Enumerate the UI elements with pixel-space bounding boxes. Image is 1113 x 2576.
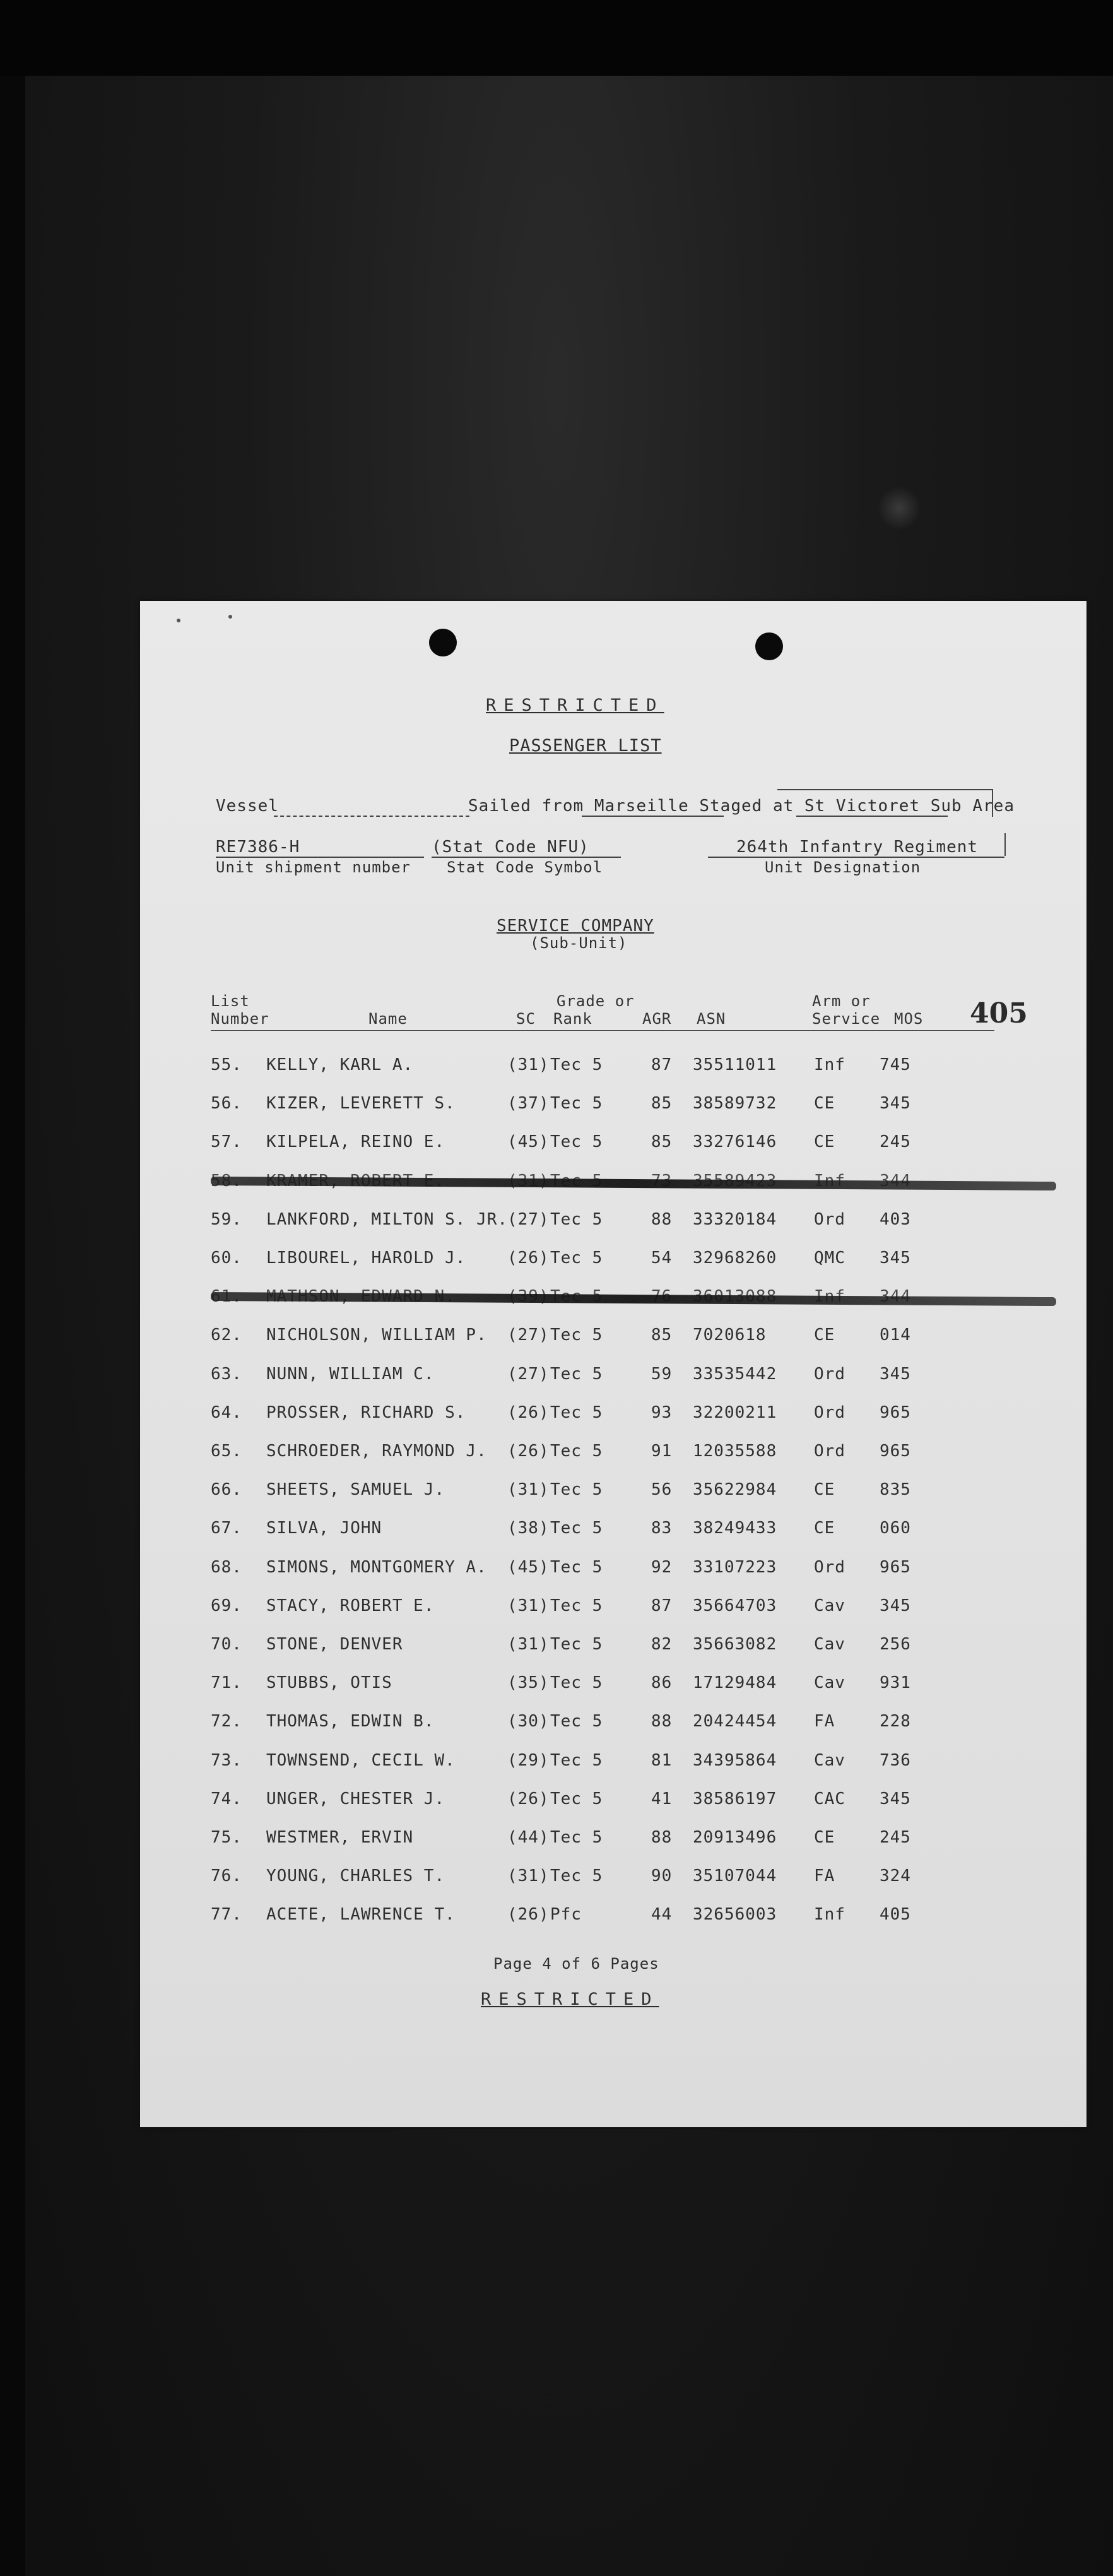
col-mos: MOS [894, 1010, 924, 1028]
table-row [140, 1287, 1086, 1312]
row-agr: 88 [651, 1828, 673, 1847]
film-top-border [0, 0, 1113, 76]
row-mos: 060 [880, 1519, 911, 1538]
row-asn: 35664703 [693, 1596, 777, 1615]
row-asn: 35622984 [693, 1480, 777, 1499]
row-agr: 83 [651, 1519, 673, 1538]
stat-code-underline [432, 857, 621, 858]
table-row [140, 1635, 1086, 1660]
row-agr: 92 [651, 1558, 673, 1577]
row-mos: 736 [880, 1751, 911, 1770]
row-asn: 35663082 [693, 1635, 777, 1654]
header-rule [211, 1030, 994, 1031]
row-sc: (26) [507, 1249, 550, 1267]
row-agr: 44 [651, 1905, 673, 1924]
row-name: STONE, DENVER [266, 1635, 403, 1654]
col-sc: SC [516, 1010, 536, 1028]
row-arm: Inf [814, 1055, 845, 1074]
row-number: 63. [211, 1365, 242, 1384]
row-arm: Ord [814, 1558, 845, 1577]
unit-shipment-number: RE7386-H [216, 838, 300, 857]
row-mos: 745 [880, 1055, 911, 1074]
row-agr: 59 [651, 1365, 673, 1384]
row-name: KELLY, KARL A. [266, 1055, 414, 1074]
row-number: 67. [211, 1519, 242, 1538]
row-asn: 34395864 [693, 1751, 777, 1770]
row-arm: Ord [814, 1365, 845, 1384]
row-asn: 12035588 [693, 1442, 777, 1461]
row-arm: Ord [814, 1403, 845, 1422]
sailed-from-text: Sailed from Marseille Staged at St Victoret Sub Area [468, 797, 1015, 816]
row-agr: 91 [651, 1442, 673, 1461]
row-arm: Ord [814, 1210, 845, 1229]
row-mos: 324 [880, 1867, 911, 1885]
row-number: 68. [211, 1558, 242, 1577]
row-name: PROSSER, RICHARD S. [266, 1403, 466, 1422]
punch-hole-left [429, 629, 457, 656]
row-sc: (26) [507, 1790, 550, 1808]
row-grade: Tec 5 [550, 1828, 603, 1847]
row-agr: 87 [651, 1055, 673, 1074]
row-sc: (38) [507, 1519, 550, 1538]
row-grade: Tec 5 [550, 1867, 603, 1885]
row-number: 72. [211, 1712, 242, 1731]
row-mos: 835 [880, 1480, 911, 1499]
row-asn: 38249433 [693, 1519, 777, 1538]
row-agr: 81 [651, 1751, 673, 1770]
row-sc: (31) [507, 1055, 550, 1074]
table-row [140, 1751, 1086, 1776]
table-row [140, 1094, 1086, 1119]
unit-shipment-caption: Unit shipment number [216, 858, 411, 876]
row-arm: CAC [814, 1790, 845, 1808]
row-grade: Tec 5 [550, 1480, 603, 1499]
row-number: 77. [211, 1905, 242, 1924]
table-row [140, 1790, 1086, 1815]
row-number: 60. [211, 1249, 242, 1267]
table-row [140, 1365, 1086, 1390]
row-arm: Cav [814, 1596, 845, 1615]
staging-bracket [777, 789, 993, 817]
row-name: SCHROEDER, RAYMOND J. [266, 1442, 487, 1461]
row-arm: CE [814, 1132, 835, 1151]
row-asn: 7020618 [693, 1326, 767, 1344]
row-sc: (29) [507, 1751, 550, 1770]
row-sc: (27) [507, 1326, 550, 1344]
row-mos: 345 [880, 1365, 911, 1384]
row-number: 76. [211, 1867, 242, 1885]
row-name: LANKFORD, MILTON S. JR. [266, 1210, 509, 1229]
row-mos: 345 [880, 1790, 911, 1808]
stat-code-caption: Stat Code Symbol [447, 858, 603, 876]
table-row [140, 1249, 1086, 1274]
vessel-label: Vessel [216, 797, 279, 816]
row-grade: Tec 5 [550, 1365, 603, 1384]
row-sc: (27) [507, 1210, 550, 1229]
row-grade: Pfc [550, 1905, 582, 1924]
row-agr: 41 [651, 1790, 673, 1808]
row-number: 70. [211, 1635, 242, 1654]
row-agr: 88 [651, 1210, 673, 1229]
row-number: 73. [211, 1751, 242, 1770]
table-row [140, 1055, 1086, 1081]
row-grade: Tec 5 [550, 1055, 603, 1074]
vessel-blank-line [274, 816, 469, 817]
table-row [140, 1326, 1086, 1351]
row-arm: Cav [814, 1751, 845, 1770]
row-grade: Tec 5 [550, 1094, 603, 1113]
row-number: 75. [211, 1828, 242, 1847]
table-row [140, 1442, 1086, 1467]
row-asn: 33320184 [693, 1210, 777, 1229]
row-agr: 93 [651, 1403, 673, 1422]
row-number: 64. [211, 1403, 242, 1422]
col-list-number-line1: List [211, 992, 250, 1010]
row-name: STUBBS, OTIS [266, 1673, 392, 1692]
designation-bracket [777, 833, 1006, 856]
stat-code: (Stat Code NFU) [432, 838, 589, 857]
passenger-list-title: PASSENGER LIST [509, 736, 662, 756]
row-sc: (26) [507, 1905, 550, 1924]
row-mos: 245 [880, 1828, 911, 1847]
col-arm-line2: Service [812, 1010, 881, 1028]
row-number: 62. [211, 1326, 242, 1344]
row-mos: 345 [880, 1596, 911, 1615]
row-grade: Tec 5 [550, 1790, 603, 1808]
table-row [140, 1867, 1086, 1892]
row-mos: 965 [880, 1403, 911, 1422]
row-asn: 20913496 [693, 1828, 777, 1847]
unit-designation-underline [708, 857, 1004, 858]
row-name: LIBOUREL, HAROLD J. [266, 1249, 466, 1267]
subunit-caption: (Sub-Unit) [530, 934, 628, 952]
row-sc: (31) [507, 1480, 550, 1499]
row-mos: 403 [880, 1210, 911, 1229]
restricted-title: RESTRICTED [486, 696, 664, 715]
punch-hole-right [755, 632, 783, 660]
row-mos: 345 [880, 1094, 911, 1113]
row-arm: CE [814, 1094, 835, 1113]
row-sc: (30) [507, 1712, 550, 1731]
row-agr: 85 [651, 1094, 673, 1113]
row-grade: Tec 5 [550, 1442, 603, 1461]
row-name: THOMAS, EDWIN B. [266, 1712, 435, 1731]
row-sc: (26) [507, 1403, 550, 1422]
row-mos: 405 [880, 1905, 911, 1924]
row-sc: (27) [507, 1365, 550, 1384]
row-sc: (35) [507, 1673, 550, 1692]
row-arm: CE [814, 1326, 835, 1344]
row-agr: 85 [651, 1132, 673, 1151]
row-number: 59. [211, 1210, 242, 1229]
table-row [140, 1905, 1086, 1930]
col-grade-line1: Grade or [556, 992, 635, 1010]
row-arm: Cav [814, 1635, 845, 1654]
row-grade: Tec 5 [550, 1519, 603, 1538]
row-arm: FA [814, 1867, 835, 1885]
row-asn: 38589732 [693, 1094, 777, 1113]
col-grade-line2: Rank [553, 1010, 592, 1028]
row-agr: 88 [651, 1712, 673, 1731]
row-number: 69. [211, 1596, 242, 1615]
row-grade: Tec 5 [550, 1751, 603, 1770]
row-sc: (37) [507, 1094, 550, 1113]
row-arm: CE [814, 1519, 835, 1538]
row-agr: 54 [651, 1249, 673, 1267]
row-agr: 85 [651, 1326, 673, 1344]
row-grade: Tec 5 [550, 1326, 603, 1344]
restricted-footer: RESTRICTED [481, 1990, 659, 2009]
row-arm: QMC [814, 1249, 845, 1267]
table-row [140, 1828, 1086, 1853]
row-asn: 17129484 [693, 1673, 777, 1692]
row-sc: (26) [507, 1442, 550, 1461]
row-number: 57. [211, 1132, 242, 1151]
row-grade: Tec 5 [550, 1596, 603, 1615]
col-asn: ASN [697, 1010, 726, 1028]
row-asn: 32656003 [693, 1905, 777, 1924]
row-number: 55. [211, 1055, 242, 1074]
row-name: ACETE, LAWRENCE T. [266, 1905, 456, 1924]
row-agr: 86 [651, 1673, 673, 1692]
row-grade: Tec 5 [550, 1673, 603, 1692]
row-mos: 228 [880, 1712, 911, 1731]
row-mos: 965 [880, 1558, 911, 1577]
row-arm: Inf [814, 1905, 845, 1924]
table-row [140, 1132, 1086, 1158]
row-asn: 20424454 [693, 1712, 777, 1731]
row-name: KIZER, LEVERETT S. [266, 1094, 456, 1113]
row-name: SHEETS, SAMUEL J. [266, 1480, 445, 1499]
unit-designation: 264th Infantry Regiment [736, 838, 979, 857]
row-sc: (31) [507, 1635, 550, 1654]
row-agr: 56 [651, 1480, 673, 1499]
row-asn: 33535442 [693, 1365, 777, 1384]
row-grade: Tec 5 [550, 1249, 603, 1267]
row-number: 74. [211, 1790, 242, 1808]
row-sc: (31) [507, 1867, 550, 1885]
row-mos: 256 [880, 1635, 911, 1654]
row-name: SIMONS, MONTGOMERY A. [266, 1558, 487, 1577]
row-number: 71. [211, 1673, 242, 1692]
table-row [140, 1712, 1086, 1737]
row-mos: 931 [880, 1673, 911, 1692]
shipment-number-underline [216, 857, 424, 858]
row-name: WESTMER, ERVIN [266, 1828, 414, 1847]
row-arm: CE [814, 1480, 835, 1499]
table-row [140, 1596, 1086, 1622]
row-asn: 35107044 [693, 1867, 777, 1885]
row-grade: Tec 5 [550, 1403, 603, 1422]
port-underline [582, 816, 724, 817]
unit-designation-caption: Unit Designation [765, 858, 921, 876]
row-name: KILPELA, REINO E. [266, 1132, 445, 1151]
row-mos: 965 [880, 1442, 911, 1461]
row-mos: 345 [880, 1249, 911, 1267]
row-grade: Tec 5 [550, 1712, 603, 1731]
row-sc: (44) [507, 1828, 550, 1847]
table-row [140, 1480, 1086, 1505]
row-name: TOWNSEND, CECIL W. [266, 1751, 456, 1770]
row-agr: 82 [651, 1635, 673, 1654]
row-name: SILVA, JOHN [266, 1519, 382, 1538]
row-grade: Tec 5 [550, 1558, 603, 1577]
row-asn: 38586197 [693, 1790, 777, 1808]
col-name: Name [368, 1010, 408, 1028]
row-asn: 32200211 [693, 1403, 777, 1422]
col-agr: AGR [642, 1010, 672, 1028]
dust-mark [177, 619, 180, 622]
row-asn: 33276146 [693, 1132, 777, 1151]
row-sc: (45) [507, 1132, 550, 1151]
row-arm: Ord [814, 1442, 845, 1461]
table-row [140, 1210, 1086, 1235]
row-sc: (31) [507, 1596, 550, 1615]
row-number: 66. [211, 1480, 242, 1499]
page-number: 405 [970, 997, 1028, 1030]
table-row [140, 1403, 1086, 1428]
row-grade: Tec 5 [550, 1635, 603, 1654]
row-name: YOUNG, CHARLES T. [266, 1867, 445, 1885]
row-grade: Tec 5 [550, 1132, 603, 1151]
subunit-name: SERVICE COMPANY [497, 917, 654, 935]
row-number: 65. [211, 1442, 242, 1461]
row-agr: 90 [651, 1867, 673, 1885]
row-name: UNGER, CHESTER J. [266, 1790, 445, 1808]
col-arm-line1: Arm or [812, 992, 871, 1010]
document-page [140, 601, 1086, 2127]
row-agr: 87 [651, 1596, 673, 1615]
row-asn: 32968260 [693, 1249, 777, 1267]
row-mos: 014 [880, 1326, 911, 1344]
row-number: 56. [211, 1094, 242, 1113]
col-list-number-line2: Number [211, 1010, 269, 1028]
film-speck [877, 486, 921, 530]
row-asn: 35511011 [693, 1055, 777, 1074]
row-arm: CE [814, 1828, 835, 1847]
row-grade: Tec 5 [550, 1210, 603, 1229]
table-row [140, 1172, 1086, 1197]
page-count-text: Page 4 of 6 Pages [493, 1955, 659, 1973]
row-mos: 245 [880, 1132, 911, 1151]
row-arm: Cav [814, 1673, 845, 1692]
row-name: NUNN, WILLIAM C. [266, 1365, 435, 1384]
row-name: NICHOLSON, WILLIAM P. [266, 1326, 487, 1344]
table-row [140, 1519, 1086, 1544]
film-left-border [0, 76, 25, 2576]
dust-mark [228, 615, 232, 619]
table-row [140, 1673, 1086, 1699]
row-name: STACY, ROBERT E. [266, 1596, 435, 1615]
row-sc: (45) [507, 1558, 550, 1577]
table-row [140, 1558, 1086, 1583]
row-arm: FA [814, 1712, 835, 1731]
row-asn: 33107223 [693, 1558, 777, 1577]
